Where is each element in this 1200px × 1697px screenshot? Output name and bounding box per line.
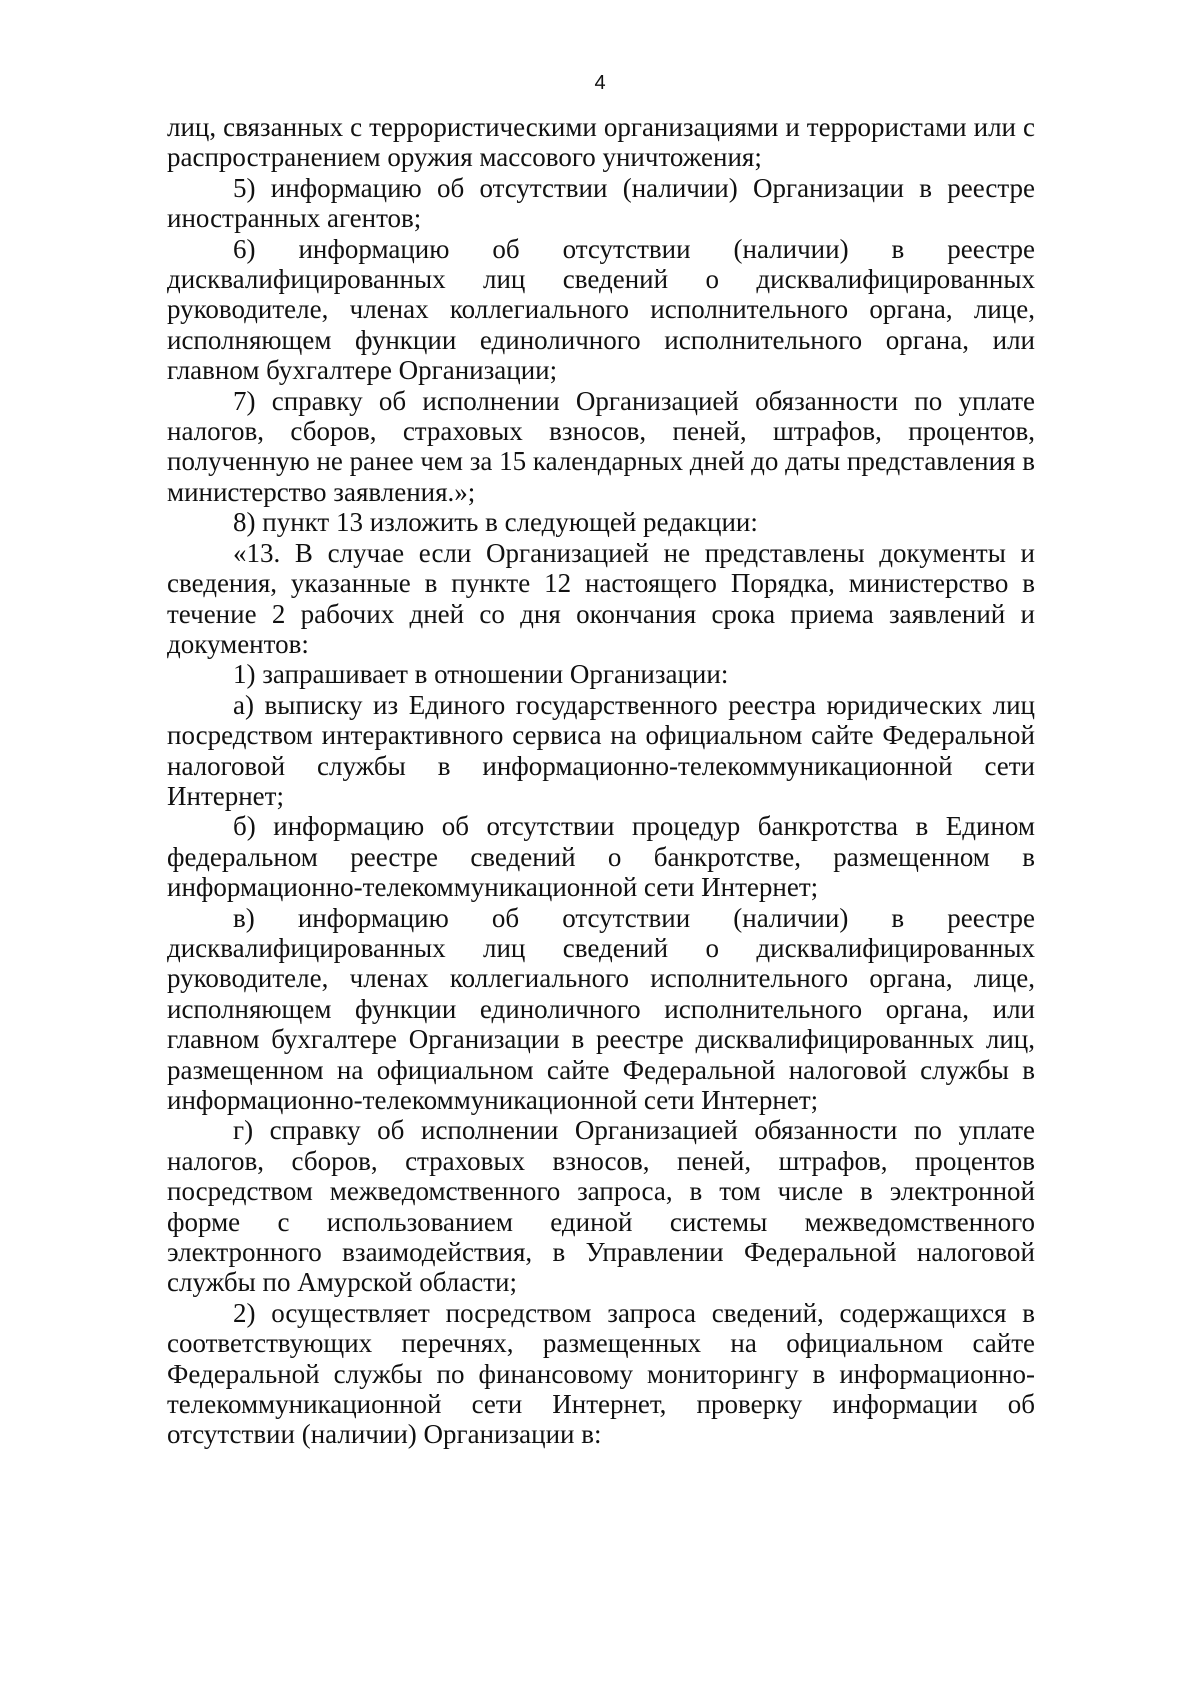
paragraph: а) выписку из Единого государственного реестра юридических лиц посредством интерактивного сервиса на официальном сайте Федеральной налоговой службы в информационно-телекоммуникационной сети Интернет; bbox=[167, 689, 1035, 811]
paragraph: 8) пункт 13 изложить в следующей редакции: bbox=[233, 507, 758, 538]
paragraph: г) справку об исполнении Организацией обязанности по уплате налогов, сборов, страховых взносов, пеней, штрафов, процентов посредством межведомственного запроса, в том числе в электронной форме с использованием единой системы межведомственного электронного взаимодействия, в Управлении Федеральной налоговой службы по Амурской области; bbox=[167, 1115, 1035, 1298]
paragraph: «13. В случае если Организацией не представлены документы и сведения, указанные в пункте 12 настоящего Порядка, министерство в течение 2 рабочих дней со дня окончания срока приема заявлений и документов: bbox=[167, 537, 1035, 659]
paragraph: лиц, связанных с террористическими организациями и террористами или с распространением оружия массового уничтожения; bbox=[167, 112, 1035, 173]
paragraph: 2) осуществляет посредством запроса сведений, содержащихся в соответствующих перечнях, размещенных на официальном сайте Федеральной службы по финансовому мониторингу в информационно-телекоммуникационной сети Интернет, проверку информации об отсутствии (наличии) Организации в: bbox=[167, 1297, 1035, 1450]
paragraph: 6) информацию об отсутствии (наличии) в реестре дисквалифицированных лиц сведений о дисквалифицированных руководителе, членах коллегиального исполнительного органа, лице, исполняющем функции единоличного исполнительного органа, или главном бухгалтере Организации; bbox=[167, 233, 1035, 386]
paragraph: 5) информацию об отсутствии (наличии) Организации в реестре иностранных агентов; bbox=[167, 172, 1035, 234]
document-body bbox=[167, 112, 1035, 1450]
paragraph: 7) справку об исполнении Организацией обязанности по уплате налогов, сборов, страховых взносов, пеней, штрафов, процентов, полученную не ранее чем за 15 календарных дней до даты представления в министерство заявления.»; bbox=[167, 385, 1035, 507]
paragraph: 1) запрашивает в отношении Организации: bbox=[233, 659, 729, 690]
page-number: 4 bbox=[594, 72, 606, 94]
paragraph: в) информацию об отсутствии (наличии) в реестре дисквалифицированных лиц сведений о дисквалифицированных руководителе, членах коллегиального исполнительного органа, лице, исполняющем функции единоличного исполнительного органа, или главном бухгалтере Организации в реестре дисквалифицированных лиц, размещенном на официальном сайте Федеральной налоговой службы в информационно-телекоммуникационной сети Интернет; bbox=[167, 902, 1035, 1115]
paragraph: б) информацию об отсутствии процедур банкротства в Едином федеральном реестре сведений о банкротстве, размещенном в информационно-телекоммуникационной сети Интернет; bbox=[167, 811, 1035, 903]
